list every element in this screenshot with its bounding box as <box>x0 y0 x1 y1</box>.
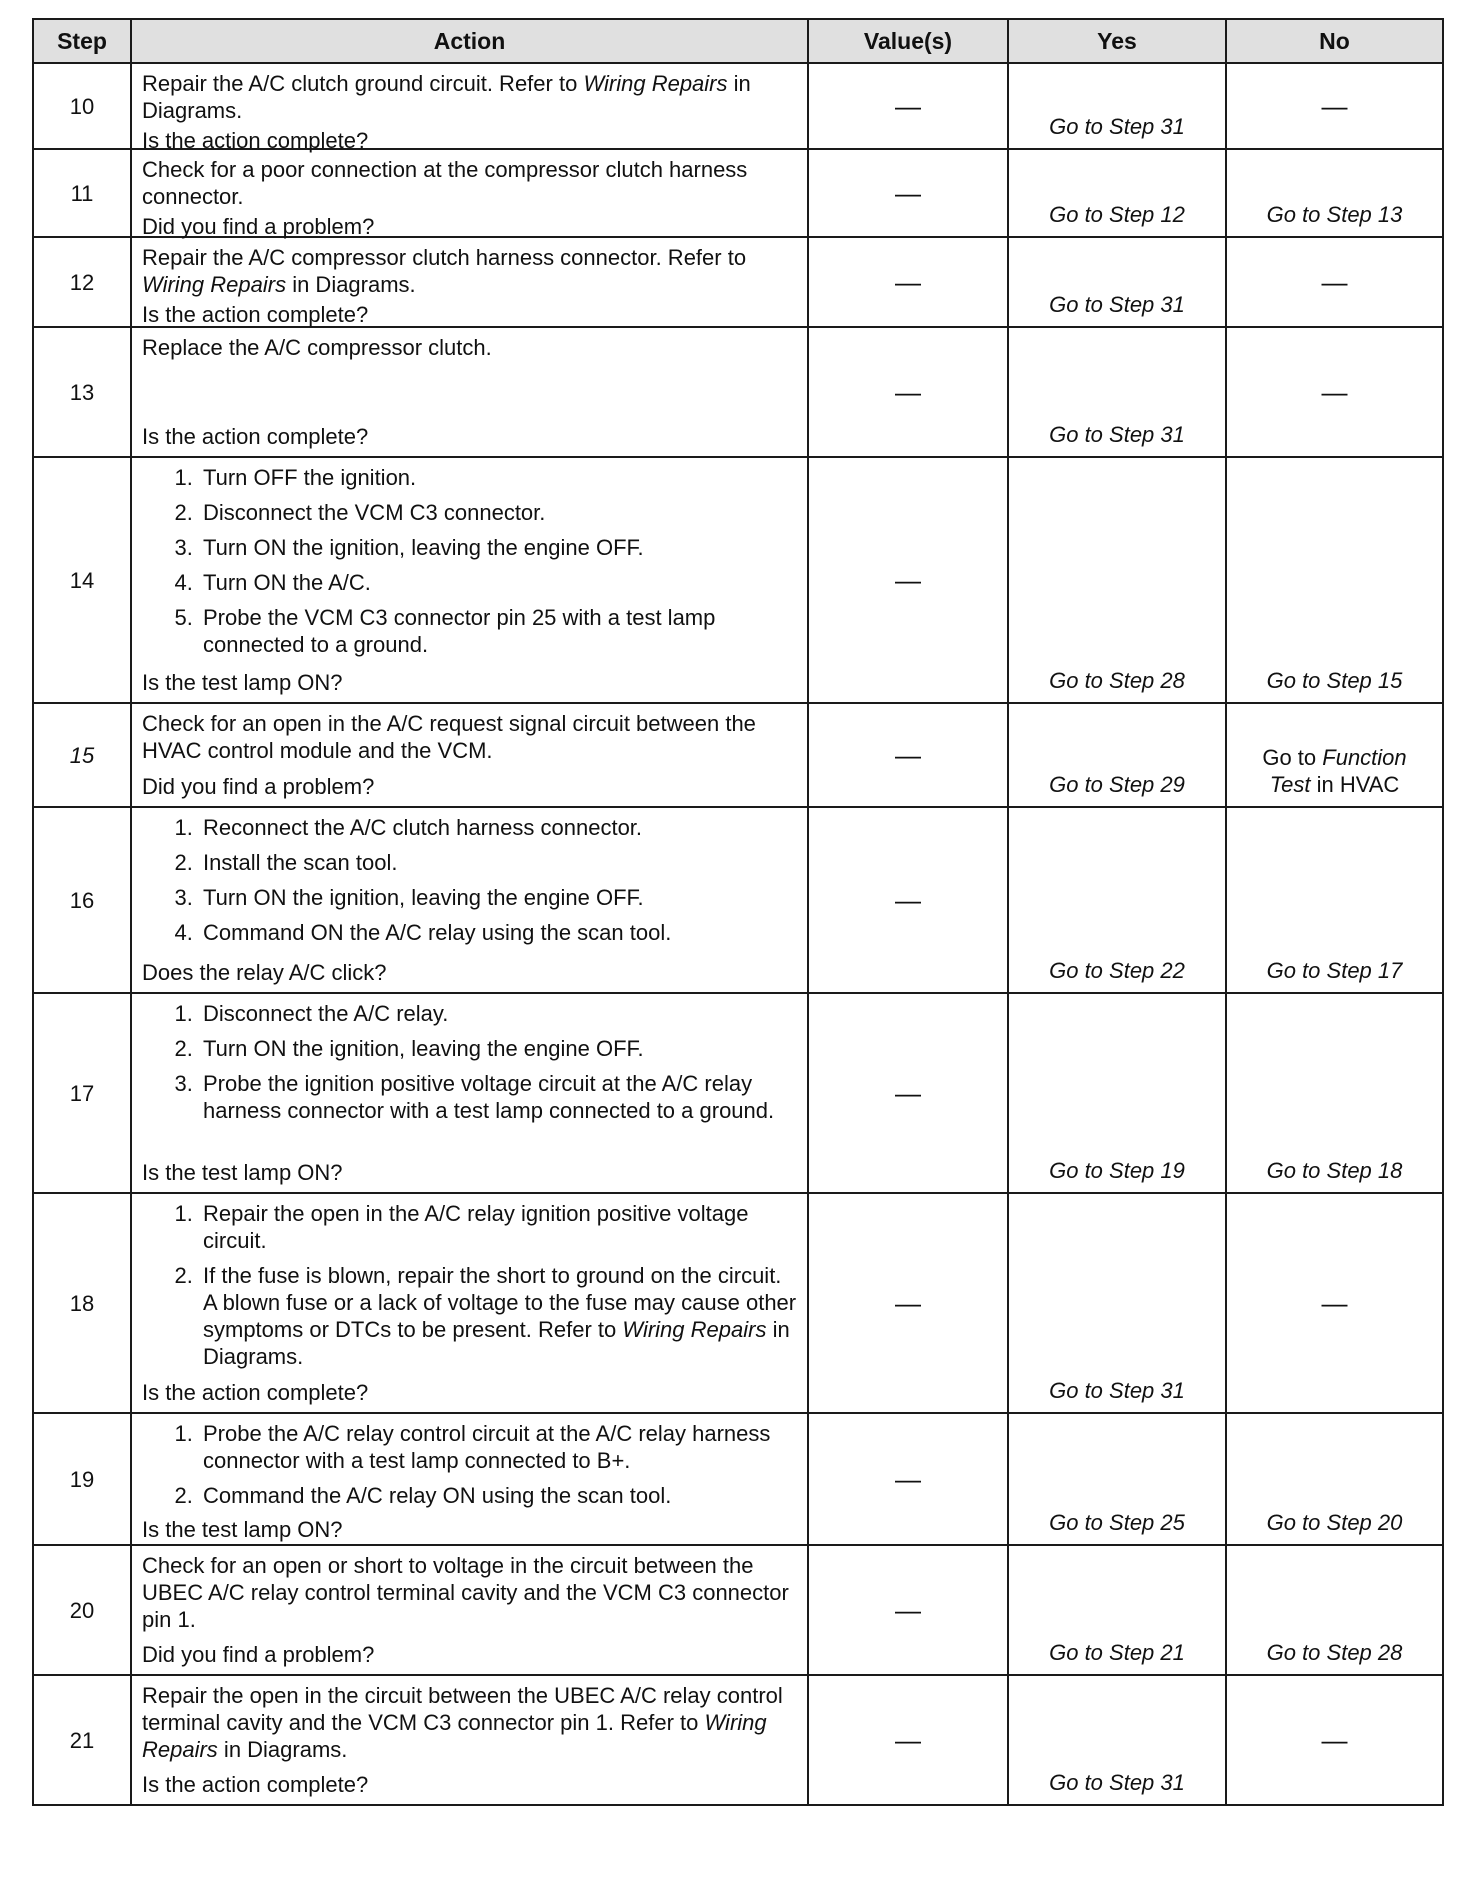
yes-cell: Go to Step 31 <box>1008 327 1226 457</box>
reference-link: Wiring Repairs <box>583 71 728 96</box>
action-cell <box>131 237 808 327</box>
reference-link: Wiring Repairs <box>142 1710 767 1762</box>
yes-cell: Go to Step 25 <box>1008 1413 1226 1545</box>
value-cell: — <box>808 1545 1008 1675</box>
action-cell <box>131 149 808 237</box>
step-number: 15 <box>33 703 131 807</box>
yes-cell: Go to Step 31 <box>1008 237 1226 327</box>
value-cell: — <box>808 327 1008 457</box>
step-number: 10 <box>33 63 131 149</box>
header-no: No <box>1226 19 1443 63</box>
step-row-15 <box>33 703 1443 807</box>
yes-cell: Go to Step 31 <box>1008 1675 1226 1805</box>
action-steps-list <box>142 1000 797 1128</box>
action-cell <box>131 63 808 153</box>
action-question: Is the action complete? <box>142 302 369 327</box>
yes-cell: Go to Step 19 <box>1008 993 1226 1193</box>
step-row-20 <box>33 1545 1443 1675</box>
action-question: Is the action complete? <box>142 1772 369 1797</box>
action-cell <box>131 457 808 703</box>
action-question: Is the action complete? <box>142 1380 369 1405</box>
step-number: 21 <box>33 1675 131 1805</box>
reference-link: Wiring Repairs <box>622 1317 767 1342</box>
step-number: 20 <box>33 1545 131 1675</box>
value-cell: — <box>808 63 1008 149</box>
header-action: Action <box>131 19 808 63</box>
list-item: 4. Command ON the A/C relay using the scan tool. <box>199 919 797 946</box>
header-row <box>33 19 1443 63</box>
action-cell <box>131 1413 808 1545</box>
step-row-13 <box>33 327 1443 457</box>
step-number: 11 <box>33 149 131 237</box>
step-row-14 <box>33 457 1443 703</box>
step-number: 13 <box>33 327 131 457</box>
action-cell <box>131 807 808 993</box>
yes-cell: Go to Step 22 <box>1008 807 1226 993</box>
value-cell: — <box>808 807 1008 993</box>
action-question: Did you find a problem? <box>142 214 375 239</box>
action-cell <box>131 1193 808 1413</box>
step-number: 16 <box>33 807 131 993</box>
header-values: Value(s) <box>808 19 1008 63</box>
diagnostic-table <box>32 18 1444 1806</box>
step-number: 14 <box>33 457 131 703</box>
no-cell: Go to Step 28 <box>1226 1545 1443 1675</box>
list-item: 1. Disconnect the A/C relay. <box>199 1000 797 1027</box>
action-text: Replace the A/C compressor clutch. <box>142 335 492 360</box>
action-cell <box>131 1675 808 1805</box>
list-item: 3. Turn ON the ignition, leaving the engine OFF. <box>199 534 797 561</box>
action-question: Is the action complete? <box>142 424 369 449</box>
step-number: 19 <box>33 1413 131 1545</box>
no-cell: Go to Function Test in HVAC <box>1226 703 1443 807</box>
value-cell: — <box>808 149 1008 237</box>
step-row-16 <box>33 807 1443 993</box>
step-number: 17 <box>33 993 131 1193</box>
step-row-10 <box>33 63 1443 149</box>
list-item: 1. Repair the open in the A/C relay ignition positive voltage circuit. <box>199 1200 797 1254</box>
list-item: 3. Turn ON the ignition, leaving the engine OFF. <box>199 884 797 911</box>
list-item: 2. If the fuse is blown, repair the short to ground on the circuit. A blown fuse or a lack of voltage to the fuse may cause other symptoms or DTCs to be present. Refer to Wiring Repairs in Diagrams. <box>199 1262 797 1370</box>
step-row-12 <box>33 237 1443 327</box>
no-cell: Go to Step 15 <box>1226 457 1443 703</box>
action-steps-list <box>142 464 797 662</box>
action-text: Check for an open in the A/C request signal circuit between the HVAC control module and the VCM. <box>142 711 756 763</box>
list-item: 1. Turn OFF the ignition. <box>199 464 797 491</box>
action-text: Check for an open or short to voltage in the circuit between the UBEC A/C relay control terminal cavity and the VCM C3 connector pin 1. <box>142 1553 789 1632</box>
list-item: 2. Command the A/C relay ON using the scan tool. <box>199 1482 797 1509</box>
list-item: 5. Probe the VCM C3 connector pin 25 with a test lamp connected to a ground. <box>199 604 797 658</box>
list-item: 4. Turn ON the A/C. <box>199 569 797 596</box>
list-item: 2. Install the scan tool. <box>199 849 797 876</box>
action-steps-list <box>142 814 797 950</box>
step-row-19 <box>33 1413 1443 1545</box>
action-question: Did you find a problem? <box>142 1642 375 1667</box>
list-item: 1. Reconnect the A/C clutch harness connector. <box>199 814 797 841</box>
step-row-18 <box>33 1193 1443 1413</box>
no-cell: Go to Step 17 <box>1226 807 1443 993</box>
yes-cell: Go to Step 21 <box>1008 1545 1226 1675</box>
yes-cell: Go to Step 29 <box>1008 703 1226 807</box>
action-cell <box>131 1545 808 1675</box>
step-row-11 <box>33 149 1443 237</box>
no-cell: — <box>1226 237 1443 327</box>
step-number: 12 <box>33 237 131 327</box>
yes-cell: Go to Step 28 <box>1008 457 1226 703</box>
value-cell: — <box>808 703 1008 807</box>
step-number: 18 <box>33 1193 131 1413</box>
no-cell: Go to Step 13 <box>1226 149 1443 237</box>
value-cell: — <box>808 237 1008 327</box>
header-step: Step <box>33 19 131 63</box>
list-item: 3. Probe the ignition positive voltage circuit at the A/C relay harness connector with a test lamp connected to a ground. <box>199 1070 797 1124</box>
step-row-17 <box>33 993 1443 1193</box>
value-cell: — <box>808 1413 1008 1545</box>
yes-cell: Go to Step 12 <box>1008 149 1226 237</box>
no-cell: — <box>1226 1193 1443 1413</box>
action-question: Did you find a problem? <box>142 774 375 799</box>
action-text: Repair the A/C compressor clutch harness connector. Refer to Wiring Repairs in Diagrams. <box>142 245 747 297</box>
action-question: Does the relay A/C click? <box>142 960 387 985</box>
value-cell: — <box>808 1193 1008 1413</box>
value-cell: — <box>808 457 1008 703</box>
value-cell: — <box>808 1675 1008 1805</box>
step-row-21 <box>33 1675 1443 1805</box>
reference-link: Function <box>1322 745 1407 770</box>
yes-cell: Go to Step 31 <box>1008 1193 1226 1413</box>
action-cell <box>131 703 808 807</box>
action-question: Is the test lamp ON? <box>142 670 343 695</box>
no-cell: — <box>1226 1675 1443 1805</box>
list-item: 2. Turn ON the ignition, leaving the engine OFF. <box>199 1035 797 1062</box>
no-cell: — <box>1226 327 1443 457</box>
list-item: 2. Disconnect the VCM C3 connector. <box>199 499 797 526</box>
yes-cell: Go to Step 31 <box>1008 63 1226 149</box>
reference-link: Wiring Repairs <box>142 272 287 297</box>
action-question: Is the test lamp ON? <box>142 1517 343 1542</box>
no-cell: Go to Step 18 <box>1226 993 1443 1193</box>
action-text: Repair the open in the circuit between the UBEC A/C relay control terminal cavity and the VCM C3 connector pin 1. Refer to Wiring Repairs in Diagrams. <box>142 1683 783 1762</box>
action-steps-list <box>142 1200 797 1374</box>
action-text: Check for a poor connection at the compressor clutch harness connector. <box>142 157 748 209</box>
header-yes: Yes <box>1008 19 1226 63</box>
action-steps-list <box>142 1420 797 1513</box>
diagnostic-table-page <box>32 18 1442 1806</box>
action-text: Repair the A/C clutch ground circuit. Refer to Wiring Repairs in Diagrams. <box>142 71 751 123</box>
action-cell <box>131 327 808 457</box>
action-cell <box>131 993 808 1193</box>
action-question: Is the test lamp ON? <box>142 1160 343 1185</box>
action-question: Is the action complete? <box>142 128 369 153</box>
list-item: 1. Probe the A/C relay control circuit at the A/C relay harness connector with a test lamp connected to B+. <box>199 1420 797 1474</box>
value-cell: — <box>808 993 1008 1193</box>
no-cell: — <box>1226 63 1443 149</box>
no-cell: Go to Step 20 <box>1226 1413 1443 1545</box>
